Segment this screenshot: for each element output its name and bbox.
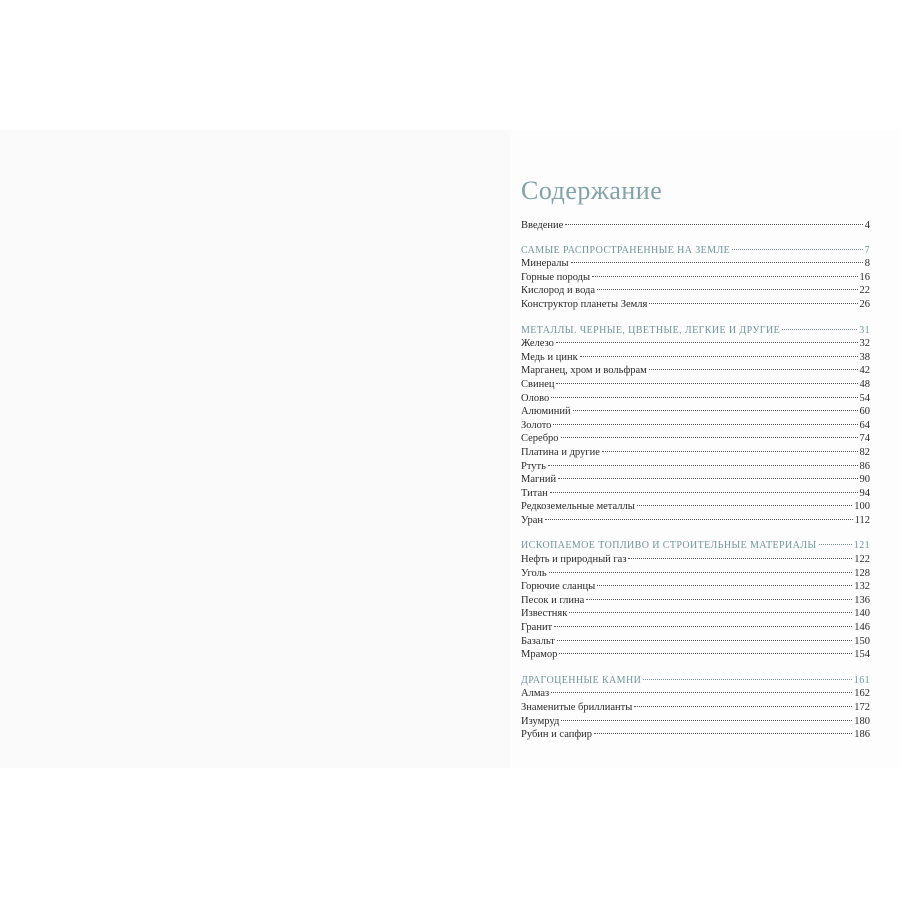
- dot-leader: [569, 612, 852, 613]
- toc-entry-page: 4: [864, 220, 870, 231]
- dot-leader: [545, 519, 853, 520]
- toc-entry-label: Рубин и сапфир: [521, 729, 593, 741]
- toc-entry-label: Введение: [521, 220, 564, 231]
- table-of-contents: [521, 174, 870, 754]
- toc-entry: [521, 580, 870, 594]
- toc-section-heading: [521, 539, 870, 553]
- left-page: [0, 130, 510, 768]
- toc-entry-label: Алмаз: [521, 688, 550, 700]
- toc-entry: [521, 621, 870, 635]
- toc-section-heading: [521, 674, 870, 688]
- toc-entry-label: Конструктор планеты Земля: [521, 298, 648, 310]
- toc-entry-page: 150: [854, 635, 870, 647]
- toc-entry: [521, 432, 870, 446]
- dot-leader: [586, 599, 852, 600]
- toc-entry-label: Свинец: [521, 378, 555, 390]
- toc-entry-page: 140: [854, 608, 870, 620]
- dot-leader: [637, 505, 852, 506]
- dot-leader: [548, 465, 858, 466]
- toc-entry: [521, 594, 870, 608]
- toc-entry-label: Знаменитые бриллианты: [521, 702, 633, 713]
- dot-leader: [561, 720, 852, 721]
- toc-entry-page: 22: [859, 285, 870, 297]
- toc-entry-label: Горные породы: [521, 271, 591, 283]
- dot-leader: [628, 558, 852, 559]
- toc-entry-page: 172: [854, 702, 870, 713]
- toc-entry-page: 64: [859, 419, 870, 431]
- toc-entry-label: Мрамор: [521, 649, 558, 661]
- toc-entry-page: 132: [854, 581, 870, 593]
- toc-entry-page: 180: [854, 715, 870, 727]
- toc-entry: [521, 284, 870, 298]
- toc-entry: [521, 419, 870, 433]
- page-title: Содержание: [521, 176, 663, 205]
- toc-entry-label: Медь и цинк: [521, 351, 578, 363]
- dot-leader: [597, 585, 852, 586]
- toc-section-heading: [521, 324, 870, 338]
- dot-leader: [561, 437, 858, 438]
- toc-entry-label: Горючие сланцы: [521, 581, 596, 593]
- toc-entry-label: Титан: [521, 487, 548, 499]
- dot-leader: [602, 451, 858, 452]
- toc-sections: [521, 244, 870, 742]
- dot-leader: [643, 679, 852, 680]
- toc-entry-label: Серебро: [521, 433, 559, 445]
- dot-leader: [556, 342, 858, 343]
- toc-entry: [521, 500, 870, 514]
- toc-entry-label: Алюминий: [521, 406, 571, 418]
- dot-leader: [594, 733, 852, 734]
- section-heading-label: ИСКОПАЕМОЕ ТОПЛИВО И СТРОИТЕЛЬНЫЕ МАТЕРИАЛЫ: [521, 540, 817, 552]
- toc-entry: [521, 392, 870, 406]
- section-heading-label: САМЫЕ РАСПРОСТРАНЕННЫЕ НА ЗЕМЛЕ: [521, 244, 731, 256]
- toc-entry: [521, 405, 870, 419]
- dot-leader: [557, 640, 852, 641]
- toc-entry-page: 82: [859, 446, 870, 458]
- dot-leader: [782, 329, 857, 330]
- dot-leader: [551, 692, 852, 693]
- dot-leader: [556, 383, 857, 384]
- toc-entry-page: 136: [854, 594, 870, 606]
- toc-entry-page: 162: [854, 688, 870, 700]
- toc-entry-page: 154: [854, 649, 870, 661]
- toc-entry-page: 54: [859, 392, 870, 404]
- toc-entry: [521, 715, 870, 729]
- toc-entry-page: 7: [864, 244, 870, 256]
- toc-entry-label: Нефть и природный газ: [521, 554, 627, 566]
- toc-entry-page: 121: [853, 540, 870, 552]
- toc-entry-label: Базальт: [521, 635, 555, 647]
- dot-leader: [649, 303, 857, 304]
- toc-entry-label: Редкоземельные металлы: [521, 501, 635, 513]
- toc-entry-page: 122: [854, 554, 870, 566]
- dot-leader: [558, 478, 857, 479]
- toc-entry: [521, 473, 870, 487]
- toc-entry-page: 31: [859, 324, 870, 336]
- section-heading-label: ДРАГОЦЕННЫЕ КАМНИ: [521, 674, 642, 686]
- dot-leader: [553, 424, 857, 425]
- toc-section-heading: [521, 244, 870, 258]
- toc-entry-label: Железо: [521, 338, 554, 350]
- toc-entry-page: 186: [854, 729, 870, 741]
- toc-entry: [521, 351, 870, 365]
- toc-entry-page: 86: [859, 460, 870, 472]
- toc-entry: [521, 364, 870, 378]
- toc-entry-page: 26: [859, 298, 870, 310]
- toc-entry-label: Известняк: [521, 608, 568, 620]
- dot-leader: [565, 224, 862, 225]
- toc-entry: [521, 607, 870, 621]
- toc-section: [521, 674, 870, 742]
- toc-entry: [521, 257, 870, 271]
- toc-entry: [521, 337, 870, 351]
- toc-intro-row: [521, 219, 870, 233]
- dot-leader: [554, 626, 852, 627]
- toc-entry: [521, 298, 870, 312]
- toc-entry-label: Гранит: [521, 622, 553, 634]
- toc-entry: [521, 701, 870, 715]
- toc-entry: [521, 687, 870, 701]
- toc-entry-page: 32: [859, 338, 870, 350]
- toc-entry-label: Песок и глина: [521, 594, 585, 606]
- toc-section: [521, 244, 870, 312]
- toc-entry: [521, 487, 870, 501]
- toc-entry-page: 38: [859, 351, 870, 363]
- dot-leader: [549, 572, 853, 573]
- dot-leader: [580, 356, 858, 357]
- toc-entry-label: Уголь: [521, 567, 547, 579]
- toc-entry: [521, 446, 870, 460]
- dot-leader: [597, 289, 857, 290]
- dot-leader: [592, 276, 857, 277]
- toc-entry: [521, 728, 870, 742]
- toc-entry: [521, 271, 870, 285]
- dot-leader: [649, 369, 858, 370]
- toc-entry-page: 161: [853, 674, 870, 686]
- section-heading-label: МЕТАЛЛЫ. ЧЕРНЫЕ, ЦВЕТНЫЕ, ЛЕГКИЕ И ДРУГИЕ: [521, 324, 781, 336]
- toc-entry: [521, 378, 870, 392]
- toc-entry: [521, 553, 870, 567]
- dot-leader: [551, 397, 857, 398]
- toc-entry-page: 74: [859, 433, 870, 445]
- toc-section: [521, 539, 870, 661]
- toc-entry-label: Минералы: [521, 258, 569, 270]
- toc-entry: [521, 514, 870, 528]
- toc-entry-label: Олово: [521, 392, 550, 404]
- dot-leader: [819, 544, 852, 545]
- toc-entry-label: Магний: [521, 474, 557, 486]
- dot-leader: [571, 262, 863, 263]
- toc-entry-label: Платина и другие: [521, 446, 600, 458]
- toc-entry-label: Уран: [521, 514, 544, 526]
- toc-entry-page: 60: [859, 406, 870, 418]
- dot-leader: [559, 653, 852, 654]
- dot-leader: [573, 410, 858, 411]
- dot-leader: [732, 249, 862, 250]
- toc-entry: [521, 460, 870, 474]
- toc-entry-page: 90: [859, 474, 870, 486]
- toc-entry: [521, 635, 870, 649]
- toc-entry: [521, 567, 870, 581]
- toc-entry-label: Изумруд: [521, 715, 560, 727]
- toc-entry-page: 112: [854, 514, 870, 526]
- toc-entry-label: Марганец, хром и вольфрам: [521, 365, 647, 377]
- toc-entry: [521, 648, 870, 662]
- toc-entry-page: 100: [854, 501, 870, 513]
- dot-leader: [634, 706, 852, 707]
- toc-entry-page: 42: [859, 365, 870, 377]
- toc-entry-page: 128: [854, 567, 870, 579]
- toc-entry-page: 48: [859, 378, 870, 390]
- toc-entry-page: 16: [859, 271, 870, 283]
- toc-entry-page: 146: [854, 622, 870, 634]
- toc-section: [521, 324, 870, 528]
- toc-entry-page: 94: [859, 487, 870, 499]
- dot-leader: [550, 492, 858, 493]
- toc-entry-label: Кислород и вода: [521, 285, 596, 297]
- toc-entry-label: Золото: [521, 419, 552, 431]
- toc-entry-page: 8: [864, 258, 870, 270]
- toc-entry-label: Ртуть: [521, 460, 546, 472]
